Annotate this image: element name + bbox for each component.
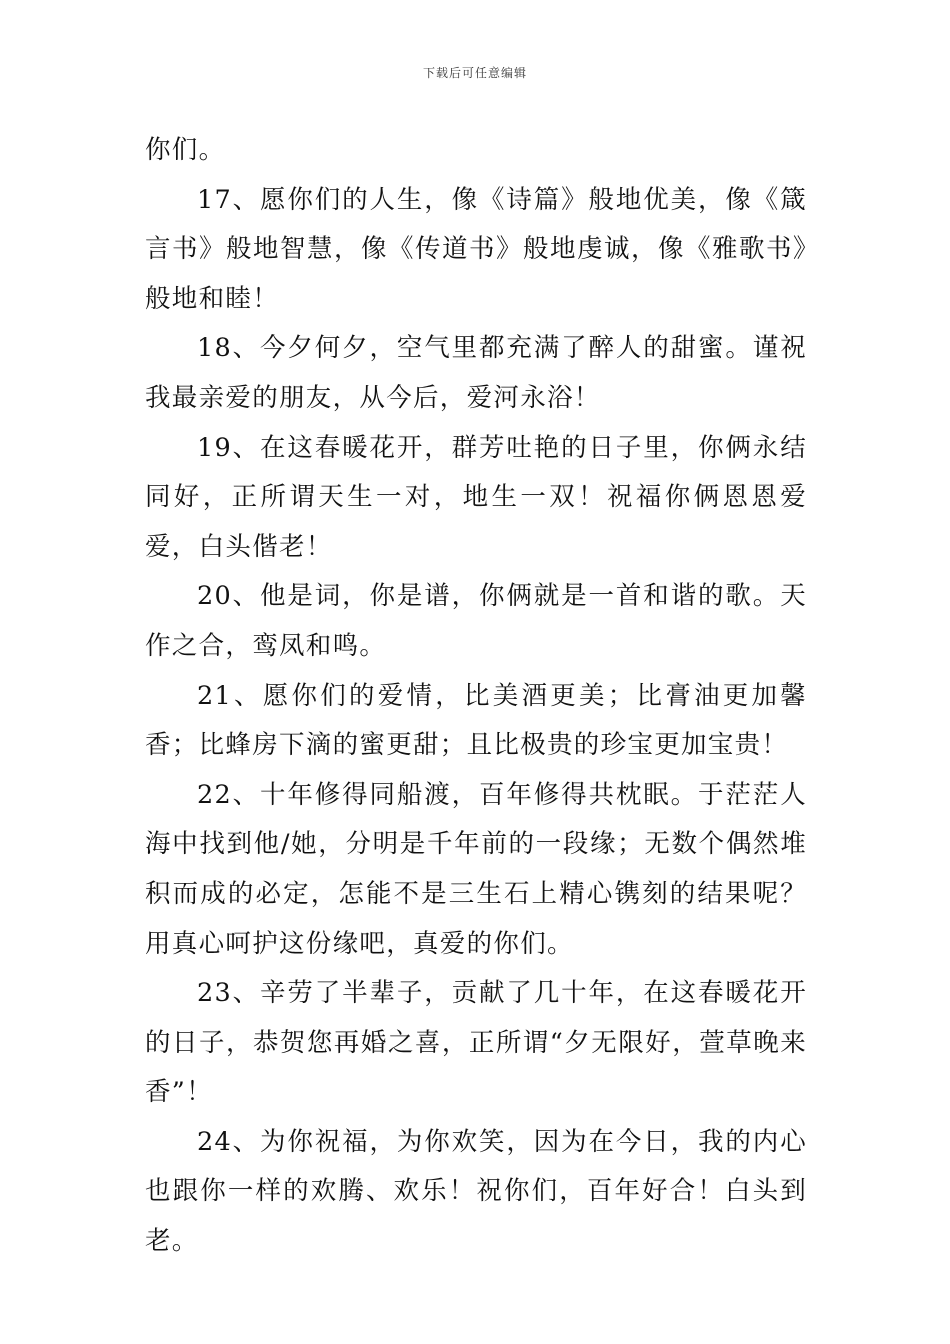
document-body	[145, 126, 807, 1267]
paragraph-23: 23、辛劳了半辈子，贡献了几十年，在这春暖花开的日子，恭贺您再婚之喜，正所谓“夕无限好，萱草晚来香”！	[145, 978, 807, 1108]
paragraph-18: 18、今夕何夕，空气里都充满了醉人的甜蜜。谨祝我最亲爱的朋友，从今后，爱河永浴！	[145, 333, 807, 413]
paragraph-19: 19、在这春暖花开，群芳吐艳的日子里，你俩永结同好，正所谓天生一对，地生一双！祝福你俩恩恩爱爱，白头偕老！	[145, 432, 807, 562]
paragraph-22: 22、十年修得同船渡，百年修得共枕眠。于茫茫人海中找到他/她，分明是千年前的一段缘；无数个偶然堆积而成的必定，怎能不是三生石上精心镌刻的结果呢？用真心呵护这份缘吧，真爱的你们。	[145, 779, 807, 959]
paragraph-20: 20、他是词，你是谱，你俩就是一首和谐的歌。天作之合，鸾凤和鸣。	[145, 581, 807, 661]
paragraph-24: 24、为你祝福，为你欢笑，因为在今日，我的内心也跟你一样的欢腾、欢乐！祝你们，百年好合！白头到老。	[145, 1126, 807, 1257]
paragraph-21: 21、愿你们的爱情，比美酒更美；比膏油更加馨香；比蜂房下滴的蜜更甜；且比极贵的珍宝更加宝贵！	[145, 680, 807, 761]
paragraph-17: 17、愿你们的人生，像《诗篇》般地优美，像《箴言书》般地智慧，像《传道书》般地虔诚，像《雅歌书》般地和睦！	[145, 184, 807, 314]
header-note: 下载后可任意编辑	[422, 66, 527, 80]
paragraph-continuation: 你们。	[145, 135, 226, 165]
